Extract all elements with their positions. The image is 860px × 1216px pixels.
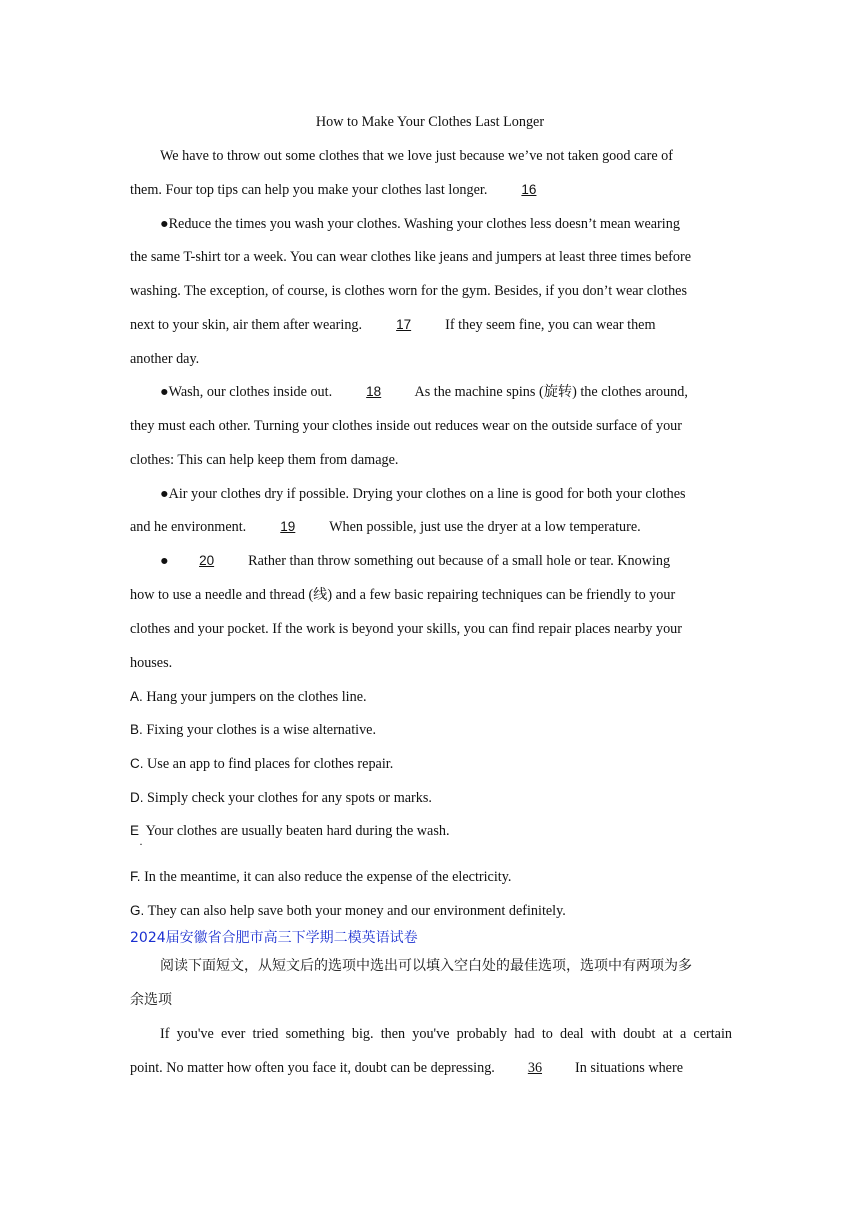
p5-line3: clothes and your pocket. If the work is beyond your skills, you can find repair places nearby your xyxy=(130,621,682,637)
p4-line2 xyxy=(130,518,641,536)
option-letter: E xyxy=(130,823,140,838)
p2-line4-text-b: If they seem fine, you can wear them xyxy=(445,317,656,333)
p2-line5: another day. xyxy=(130,351,200,367)
option-a xyxy=(130,688,367,706)
stray-dot: · xyxy=(139,837,143,851)
p3-line1-text-a: ●Wash, our clothes inside out. xyxy=(160,384,333,400)
s2-p1-line2-text-a: point. No matter how often you face it, doubt can be depressing. xyxy=(130,1060,495,1076)
option-text: Simply check your clothes for any spots or marks. xyxy=(147,790,432,806)
passage-title: How to Make Your Clothes Last Longer xyxy=(315,114,545,130)
option-f xyxy=(130,868,511,886)
option-c xyxy=(130,755,393,773)
s2-p1-line2-text-b: In situations where xyxy=(575,1060,683,1076)
option-text: Use an app to find places for clothes repair. xyxy=(147,756,394,772)
option-letter: B. xyxy=(130,722,143,737)
option-b xyxy=(130,721,376,739)
option-text: They can also help save both your money and our environment definitely. xyxy=(147,903,566,919)
p1-line2 xyxy=(130,181,567,199)
p5-line2: how to use a needle and thread (线) and a few basic repairing techniques can be friendly to your xyxy=(130,587,676,603)
p5-line1-text-b: Rather than throw something out because of a small hole or tear. Knowing xyxy=(248,553,671,569)
s2-p1-line1: If you've ever tried something big. then you've probably had to deal with doubt at a certain xyxy=(160,1026,732,1042)
p4-line1: ●Air your clothes dry if possible. Drying your clothes on a line is good for both your clothes xyxy=(160,486,686,502)
option-text: Your clothes are usually beaten hard during the wash. xyxy=(145,823,450,839)
blank-16: 16 xyxy=(521,182,537,197)
option-letter: A. xyxy=(130,689,143,704)
option-letter: C. xyxy=(130,756,144,771)
p2-line2: the same T-shirt tor a week. You can wear clothes like jeans and jumpers at least three times before xyxy=(130,249,692,265)
p4-line2-text-b: When possible, just use the dryer at a low temperature. xyxy=(329,519,641,535)
p3-line3: clothes: This can help keep them from damage. xyxy=(130,452,399,468)
instruction-line1: 阅读下面短文，从短文后的选项中选出可以填入空白处的最佳选项，选项中有两项为多 xyxy=(160,958,692,974)
option-text: Fixing your clothes is a wise alternative. xyxy=(146,722,377,738)
blank-18: 18 xyxy=(366,384,382,399)
p2-line4 xyxy=(130,316,656,334)
blank-19: 19 xyxy=(280,519,296,534)
p2-line3: washing. The exception, of course, is clothes worn for the gym. Besides, if you don’t wear clothes xyxy=(130,283,687,299)
p5-line1 xyxy=(160,552,670,570)
p5-line4: houses. xyxy=(130,655,173,671)
option-text: Hang your jumpers on the clothes line. xyxy=(146,689,367,705)
p5-bullet: ● xyxy=(160,553,169,569)
p1-line1: We have to throw out some clothes that we love just because we’ve not taken good care of xyxy=(160,148,673,164)
p3-line1 xyxy=(160,383,688,401)
blank-36: 36 xyxy=(527,1060,543,1076)
p4-line2-text-a: and he environment. xyxy=(130,519,247,535)
option-letter: F. xyxy=(130,869,141,884)
option-g xyxy=(130,902,566,920)
option-text: In the meantime, it can also reduce the expense of the electricity. xyxy=(144,869,512,885)
option-e xyxy=(130,822,450,840)
p2-line4-text-a: next to your skin, air them after wearing. xyxy=(130,317,363,333)
option-letter: D. xyxy=(130,790,144,805)
p1-line2-text: them. Four top tips can help you make your clothes last longer. xyxy=(130,182,488,198)
section-heading: 2024届安徽省合肥市高三下学期二模英语试卷 xyxy=(130,930,418,946)
p3-line1-text-b: As the machine spins (旋转) the clothes around, xyxy=(414,384,688,400)
blank-20: 20 xyxy=(199,553,215,568)
p3-line2: they must each other. Turning your clothes inside out reduces wear on the outside surface of your xyxy=(130,418,683,434)
p2-line1: ●Reduce the times you wash your clothes. Washing your clothes less doesn’t mean wearing xyxy=(160,216,680,232)
s2-p1-line2 xyxy=(130,1059,683,1077)
option-letter: G. xyxy=(130,903,145,918)
option-d xyxy=(130,789,432,807)
blank-17: 17 xyxy=(396,317,412,332)
instruction-line2: 余选项 xyxy=(130,992,172,1008)
